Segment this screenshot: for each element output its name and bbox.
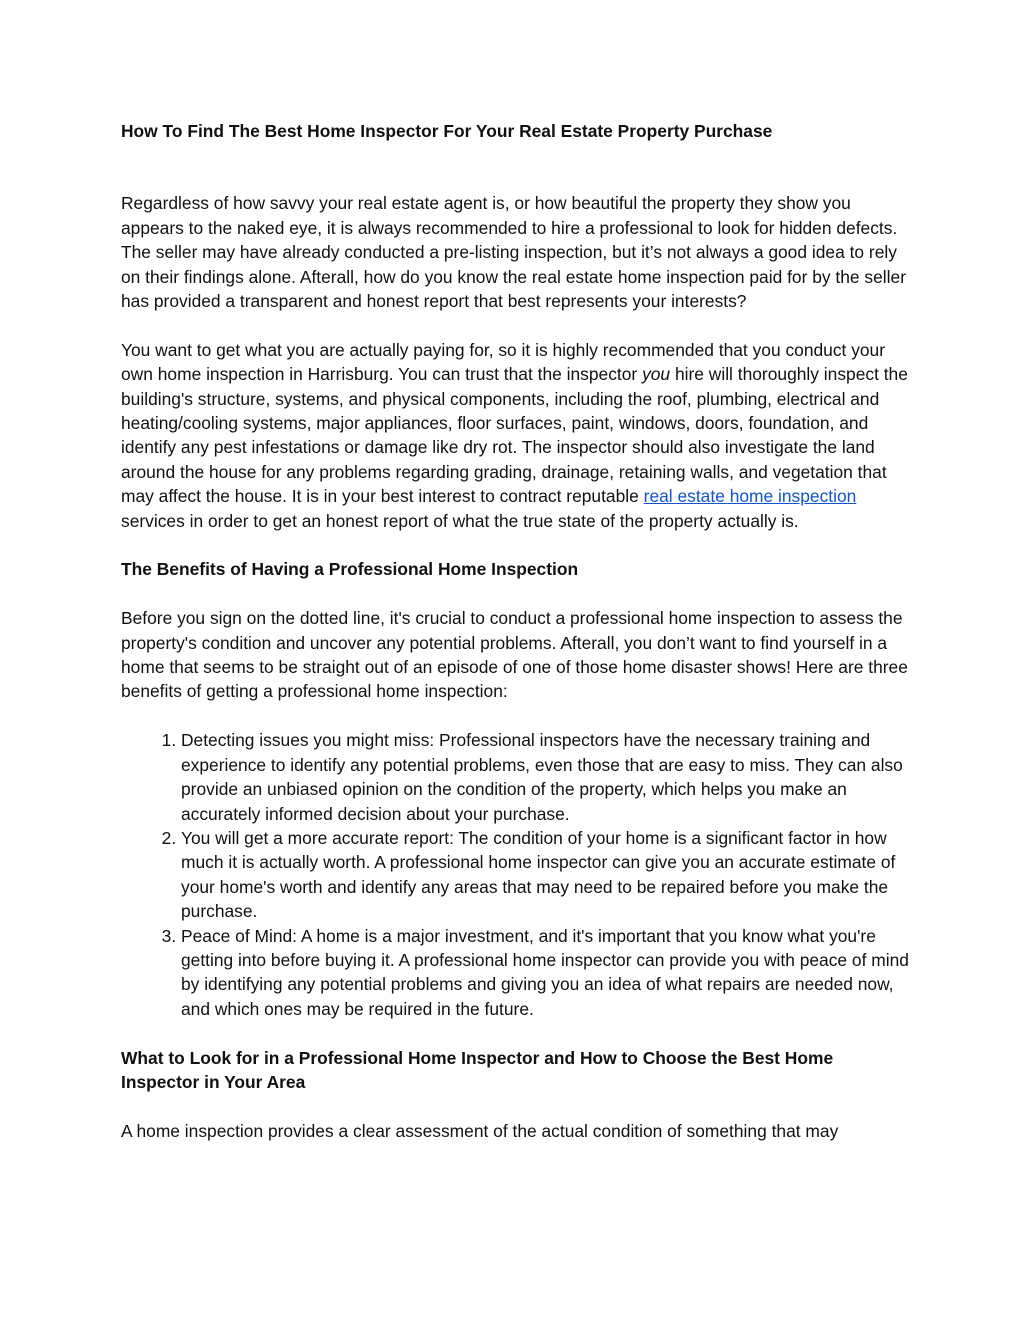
section-heading-benefits: The Benefits of Having a Professional Home Inspection	[121, 559, 579, 580]
second-paragraph-part1: You want to get what you are actually paying for, so it is highly recommended that you conduct your own home inspection in Harrisburg. You can trust that the inspector	[121, 339, 886, 385]
list-item: 3. Peace of Mind: A home is a major investment, and it's important that you know what you're getting into before buying it. A professional home inspector can provide you with peace of mind by identifying any potential problems and giving you an idea of what repairs are needed now, and which ones may be required in the future.	[181, 924, 911, 1022]
intro-paragraph: Regardless of how savvy your real estate agent is, or how beautiful the property they show you appears to the naked eye, it is always recommended to hire a professional to look for hidden defects. The seller may have already conducted a pre-listing inspection, but it’s not always a good idea to rely on their findings alone. Afterall, how do you know the real estate home inspection paid for by the seller has provided a transparent and honest report that best represents your interests?	[121, 193, 906, 312]
second-paragraph-part3: services in order to get an honest report of what the true state of the property actually is.	[121, 510, 799, 531]
document-page	[121, 119, 911, 1168]
real-estate-home-inspection-link[interactable]: real estate home inspection	[643, 486, 857, 507]
list-item: 2. You will get a more accurate report: The condition of your home is a significant factor in how much it is actually worth. A professional home inspector can give you an accurate estimate of your home's worth and identify any areas that may need to be repaired before you make the purchase.	[181, 826, 911, 924]
benefits-paragraph: Before you sign on the dotted line, it's crucial to conduct a professional home inspection to assess the property's condition and uncover any potential problems. Afterall, you don’t want to find yourself in a home that seems to be straight out of an episode of one of those home disaster shows! Here are three benefits of getting a professional home inspection:	[121, 608, 908, 702]
document-title: How To Find The Best Home Inspector For Your Real Estate Property Purchase	[121, 121, 773, 141]
emphasis-you: you	[642, 364, 671, 385]
home-inspection-paragraph: A home inspection provides a clear assessment of the actual condition of something that may	[121, 1120, 839, 1141]
list-item: 1. Detecting issues you might miss: Professional inspectors have the necessary training and experience to identify any potential problems, even those that are easy to miss. They can also provide an unbiased opinion on the condition of the property, which helps you make an accurately informed decision about your purchase.	[181, 728, 911, 826]
second-paragraph-part2: hire will thoroughly inspect the building's structure, systems, and physical components, including the roof, plumbing, electrical and heating/cooling systems, major appliances, floor surfaces, paint, windows, doors, foundation, and identify any pest infestations or damage like dry rot. The inspector should also investigate the land around the house for any problems regarding grading, drainage, retaining walls, and vegetation that may affect the house. It is in your best interest to contract reputable	[121, 364, 908, 507]
second-paragraph	[121, 338, 911, 533]
section-heading-what-to-look-for: What to Look for in a Professional Home Inspector and How to Choose the Best Home Inspector in Your Area	[121, 1047, 834, 1092]
benefits-list	[121, 728, 911, 1021]
